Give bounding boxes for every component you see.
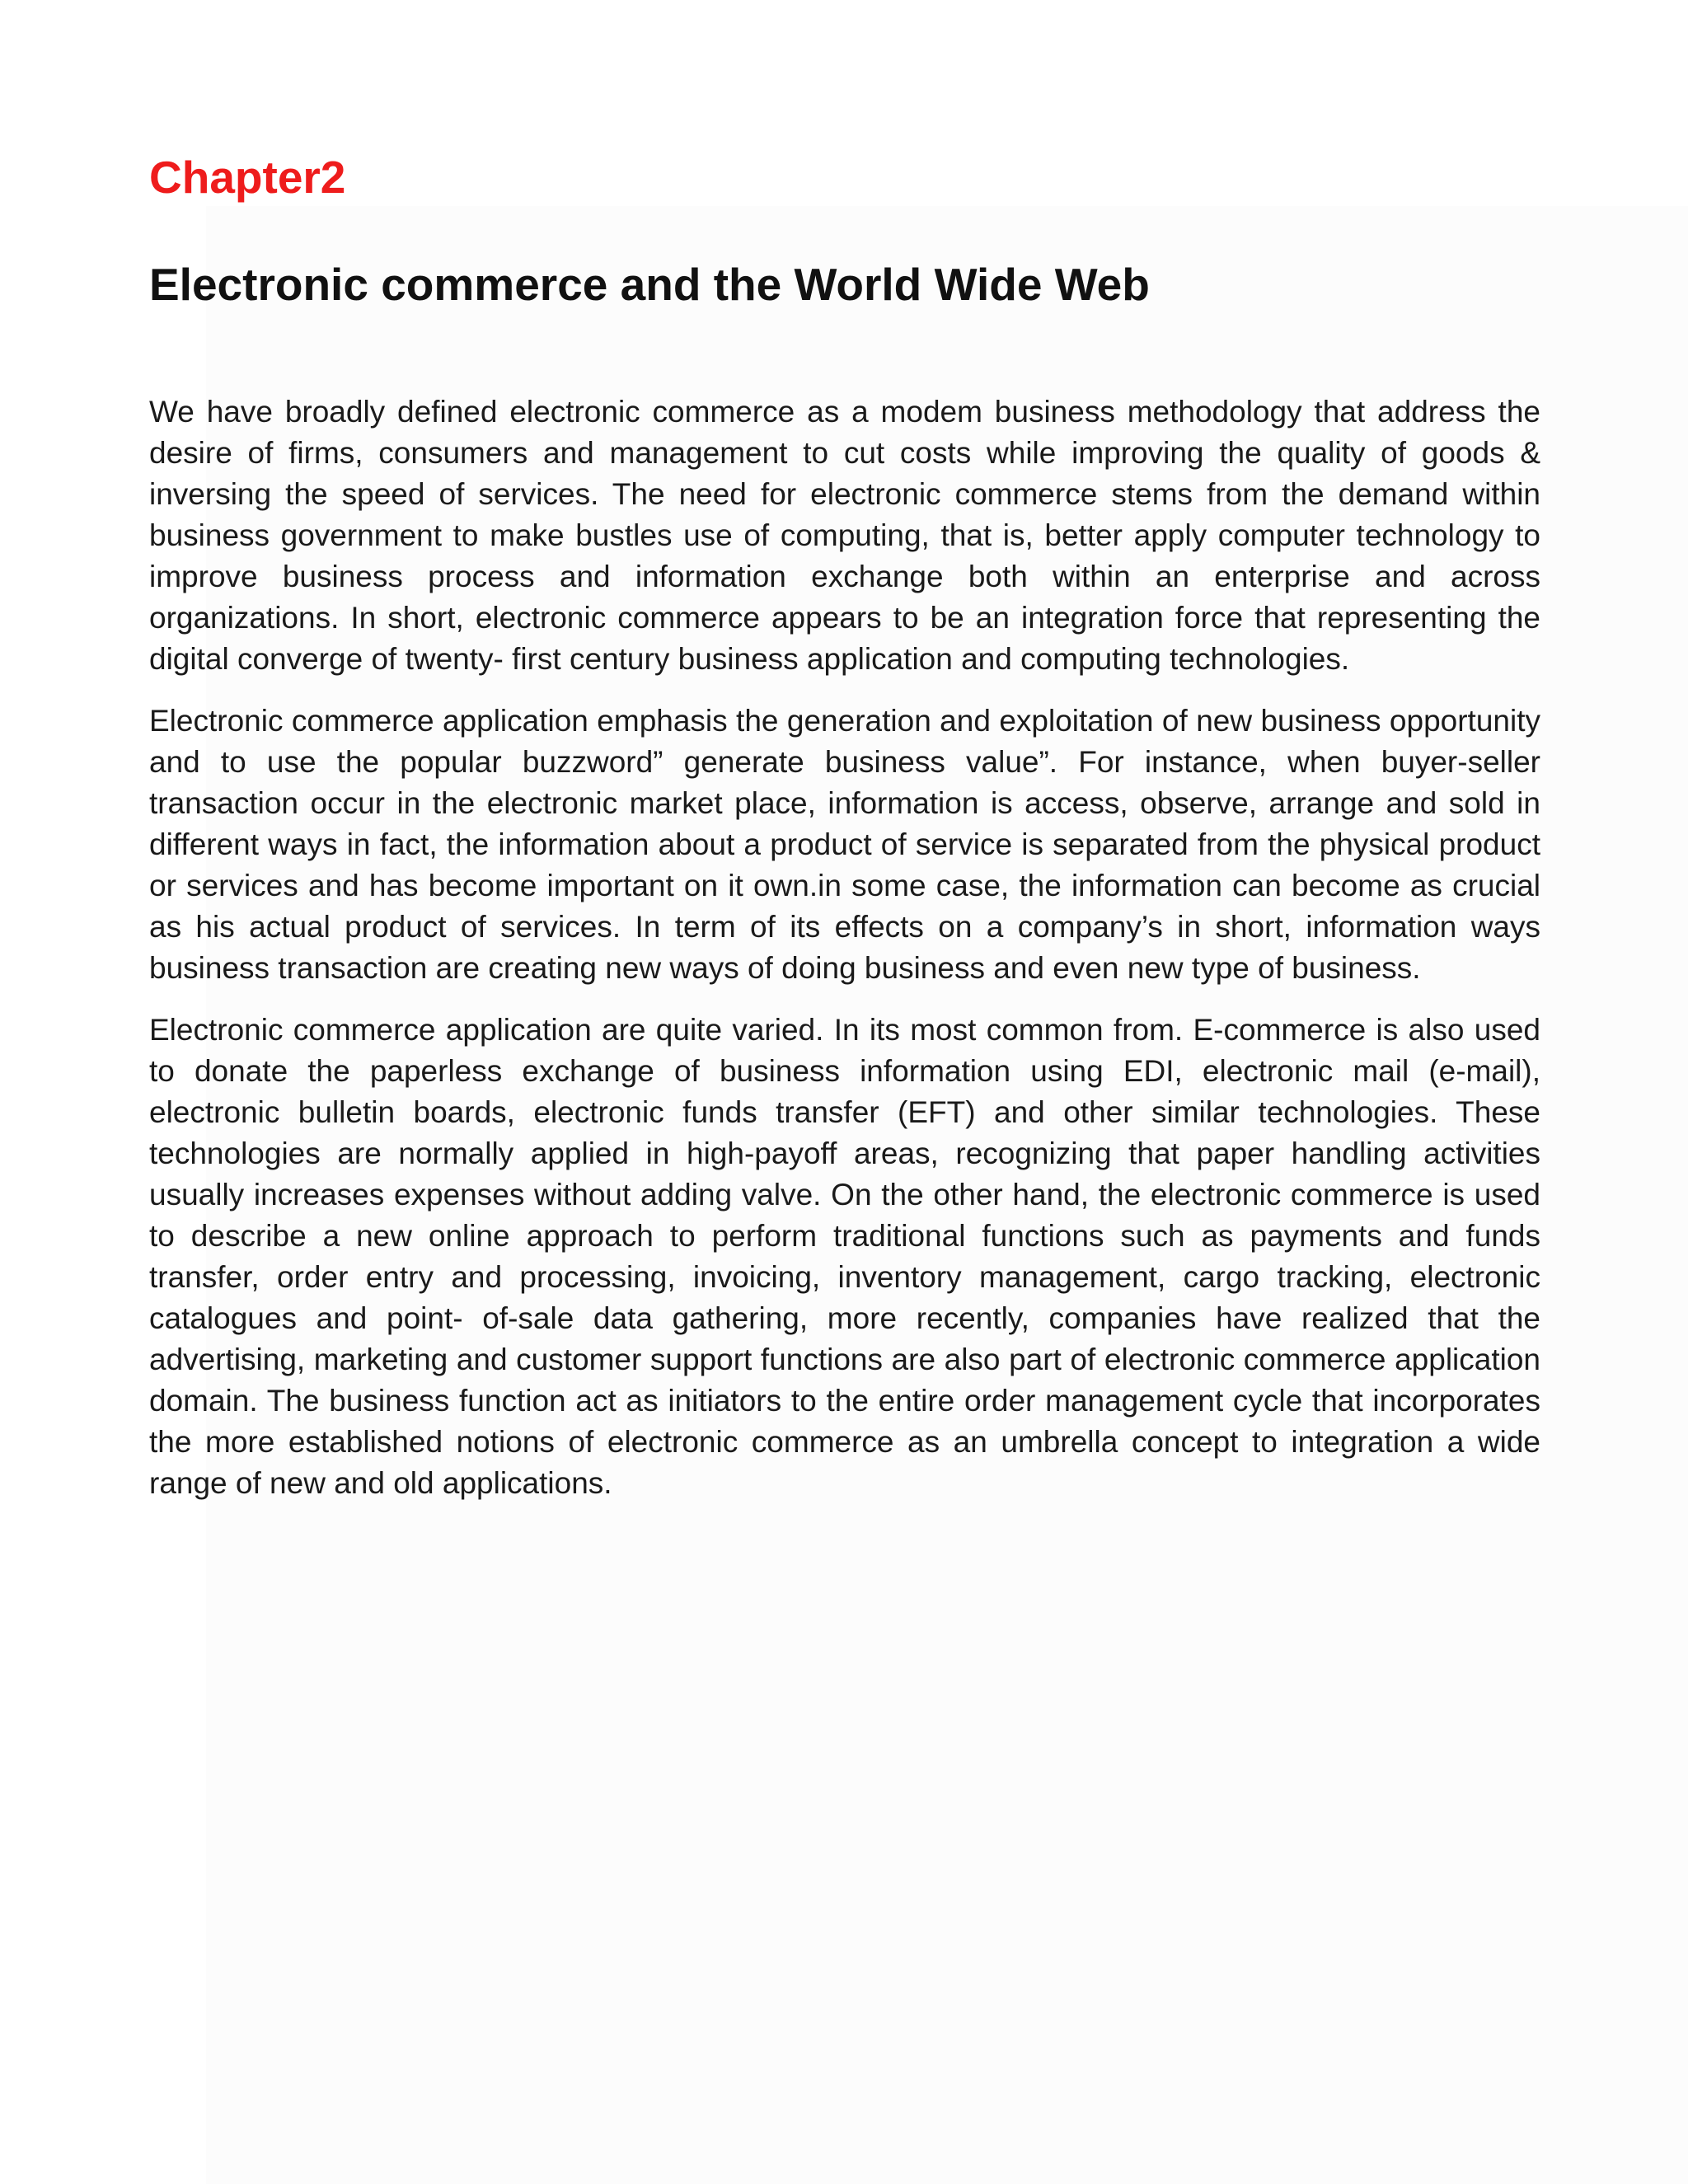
chapter-label: Chapter2 [149, 152, 346, 203]
chapter-title: Electronic commerce and the World Wide Web [149, 259, 1150, 310]
document-page [149, 0, 1540, 2184]
paragraph-1: We have broadly defined electronic commerce as a modem business methodology that address the desire of firms, consumers and management to cut costs while improving the quality of goods & inversing the speed of services. The need for electronic commerce stems from the demand within business government to make bustles use of computing, that is, better apply computer technology to improve business process and information exchange both within an enterprise and across organizations. In short, electronic commerce appears to be an integration force that representing the digital converge of twenty- first century business application and computing technologies. [149, 395, 1540, 676]
paragraph-2: Electronic commerce application emphasis the generation and exploitation of new business opportunity and to use the popular buzzword” generate business value”. For instance, when buyer-seller transaction occur in the electronic market place, information is access, observe, arrange and sold in different ways in fact, the information about a product of service is separated from the physical product or services and has become important on it own.in some case, the information can become as crucial as his actual product of services. In term of its effects on a company’s in short, information ways business transaction are creating new ways of doing business and even new type of business. [149, 704, 1540, 985]
paragraph-3: Electronic commerce application are quite varied. In its most common from. E-commerce is also used to donate the paperless exchange of business information using EDI, electronic mail (e-mail), electronic bulletin boards, electronic funds transfer (EFT) and other similar technologies. These technologies are normally applied in high-payoff areas, recognizing that paper handling activities usually increases expenses without adding valve. On the other hand, the electronic commerce is used to describe a new online approach to perform traditional functions such as payments and funds transfer, order entry and processing, invoicing, inventory management, cargo tracking, electronic catalogues and point- of-sale data gathering, more recently, companies have realized that the advertising, marketing and customer support functions are also part of electronic commerce application domain. The business function act as initiators to the entire order management cycle that incorporates the more established notions of electronic commerce as an umbrella concept to integration a wide range of new and old applications. [149, 1013, 1540, 1500]
chapter-body [149, 391, 1540, 1525]
